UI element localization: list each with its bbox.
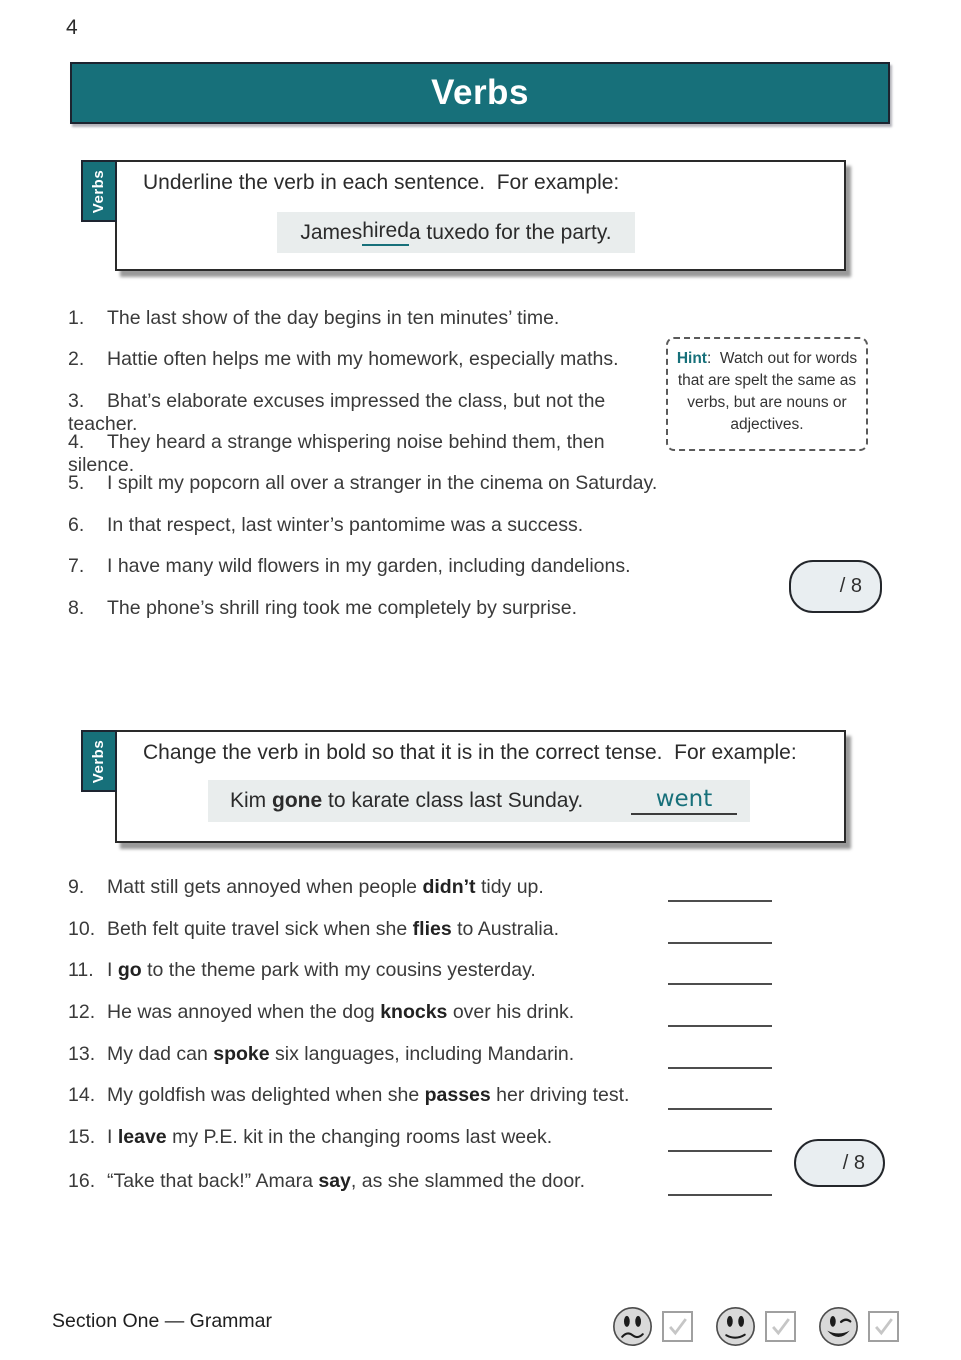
example1-post: a tuxedo for the party. <box>408 220 612 244</box>
answer-line[interactable] <box>668 900 772 902</box>
question-row <box>68 918 908 941</box>
question-text: Beth felt quite travel sick when she <box>107 918 413 940</box>
question-row <box>68 431 668 477</box>
section2-verbs-tab <box>81 730 117 792</box>
rating-group-sad <box>612 1306 693 1347</box>
question-number: 15. <box>68 1126 96 1148</box>
example2-answer: went <box>631 787 737 814</box>
question-number: 8. <box>68 597 85 619</box>
question-text: to the theme park with my cousins yesterday. <box>141 959 536 981</box>
question-text[interactable]: The phone’s shrill ring took me completely by surprise. <box>107 597 578 619</box>
answer-line[interactable] <box>668 1108 772 1110</box>
hint-label: Hint <box>676 350 707 367</box>
bold-verb: leave <box>117 1126 167 1148</box>
answer-line[interactable] <box>668 1067 772 1069</box>
check-icon <box>870 1313 897 1340</box>
question-row <box>68 1001 908 1024</box>
question-number: 14. <box>68 1084 96 1106</box>
question-text: My goldfish was delighted when she <box>107 1084 425 1106</box>
question-number: 10. <box>68 918 96 940</box>
hint-colon: : <box>706 350 720 367</box>
question-number: 4. <box>68 431 85 453</box>
question-number: 6. <box>68 514 85 536</box>
question-text[interactable]: The last show of the day begins in ten minutes’ time. <box>107 307 560 329</box>
bold-verb: say <box>318 1170 351 1192</box>
example1-pre: James <box>300 220 363 244</box>
question-text: tidy up. <box>475 876 544 898</box>
question-text: My dad can <box>107 1043 214 1065</box>
score-label: / 8 <box>839 575 862 597</box>
question-text: I <box>107 1126 118 1148</box>
question-text: , as she slammed the door. <box>350 1170 586 1192</box>
section1-example <box>277 212 635 253</box>
question-text[interactable]: I spilt my popcorn all over a stranger in the cinema on Saturday. <box>107 472 658 494</box>
question-row <box>68 472 908 495</box>
sad-face-icon <box>612 1306 653 1347</box>
bold-verb: passes <box>424 1084 491 1106</box>
question-number: 12. <box>68 1001 96 1023</box>
bold-verb: didn’t <box>422 876 476 898</box>
example2-bold-verb: gone <box>272 789 323 812</box>
rating-group-happy <box>818 1306 899 1347</box>
bold-verb: knocks <box>380 1001 448 1023</box>
question-text: “Take that back!” Amara <box>107 1170 319 1192</box>
neutral-face-icon <box>715 1306 756 1347</box>
question-row <box>68 1084 908 1107</box>
question-text: my P.E. kit in the changing rooms last week. <box>166 1126 553 1148</box>
question-number: 5. <box>68 472 85 494</box>
bold-verb: go <box>117 959 142 981</box>
answer-line[interactable] <box>668 1025 772 1027</box>
question-number: 3. <box>68 390 85 412</box>
check-icon <box>664 1313 691 1340</box>
bold-verb: flies <box>412 918 452 940</box>
question-text: He was annoyed when the dog <box>107 1001 381 1023</box>
question-text[interactable]: In that respect, last winter’s pantomime was a success. <box>107 514 584 536</box>
question-number: 11. <box>68 959 94 981</box>
rating-group-neutral <box>715 1306 796 1347</box>
checkbox-neutral[interactable] <box>765 1311 796 1342</box>
answer-line[interactable] <box>668 983 772 985</box>
question-number: 13. <box>68 1043 96 1065</box>
question-text[interactable]: Hattie often helps me with my homework, especially maths. <box>107 348 619 370</box>
answer-line[interactable] <box>668 1150 772 1152</box>
question-row <box>68 959 908 982</box>
section1-verbs-tab <box>81 160 117 222</box>
section1-score-box <box>789 560 882 613</box>
question-number: 2. <box>68 348 85 370</box>
question-text: her driving test. <box>490 1084 630 1106</box>
page-header <box>70 62 890 124</box>
page-number: 4 <box>66 16 78 39</box>
score-label: / 8 <box>842 1151 865 1174</box>
check-icon <box>767 1313 794 1340</box>
question-number: 9. <box>68 876 85 898</box>
checkbox-happy[interactable] <box>868 1311 899 1342</box>
self-assessment-row <box>612 1306 899 1347</box>
example2-post: to karate class last Sunday. <box>322 789 584 812</box>
bold-verb: spoke <box>213 1043 270 1065</box>
question-row <box>68 555 908 578</box>
checkbox-sad[interactable] <box>662 1311 693 1342</box>
question-number: 1. <box>68 307 85 329</box>
question-number: 16. <box>68 1170 96 1192</box>
section2-instruction: Change the verb in bold so that it is in the correct tense. For example: <box>143 741 797 764</box>
section2-example <box>208 780 750 822</box>
answer-line[interactable] <box>668 1194 772 1196</box>
question-text: six languages, including Mandarin. <box>269 1043 575 1065</box>
section2-score-box <box>794 1139 885 1187</box>
wink-face-icon <box>818 1306 859 1347</box>
hint-box <box>666 337 868 451</box>
question-row <box>68 514 908 537</box>
question-row <box>68 1126 908 1149</box>
example2-pre: Kim <box>230 789 272 812</box>
question-row <box>68 1170 908 1193</box>
question-row <box>68 597 908 620</box>
question-text[interactable]: Bhat’s elaborate excuses impressed the class, but not the teacher. <box>68 390 606 435</box>
question-text[interactable]: They heard a strange whispering noise behind them, then silence. <box>68 431 605 476</box>
section2-tab-label: Verbs <box>90 739 108 783</box>
question-row <box>68 390 668 436</box>
question-text: Matt still gets annoyed when people <box>107 876 423 898</box>
section1-tab-label: Verbs <box>90 169 108 213</box>
question-row <box>68 307 908 330</box>
question-text: over his drink. <box>447 1001 575 1023</box>
question-text: to Australia. <box>451 918 560 940</box>
question-text[interactable]: I have many wild flowers in my garden, including dandelions. <box>107 555 631 577</box>
hint-text: Watch out for words that are spelt the same as verbs, but are nouns or adjectives. <box>677 350 862 433</box>
example1-underlined-verb: hired <box>362 219 409 246</box>
page-title: Verbs <box>431 73 529 112</box>
section1-instruction: Underline the verb in each sentence. For example: <box>143 171 620 194</box>
question-text: I <box>107 959 118 981</box>
footer-section-label: Section One — Grammar <box>52 1310 272 1332</box>
answer-line[interactable] <box>668 942 772 944</box>
question-row <box>68 876 908 899</box>
question-row <box>68 1043 908 1066</box>
question-number: 7. <box>68 555 85 577</box>
